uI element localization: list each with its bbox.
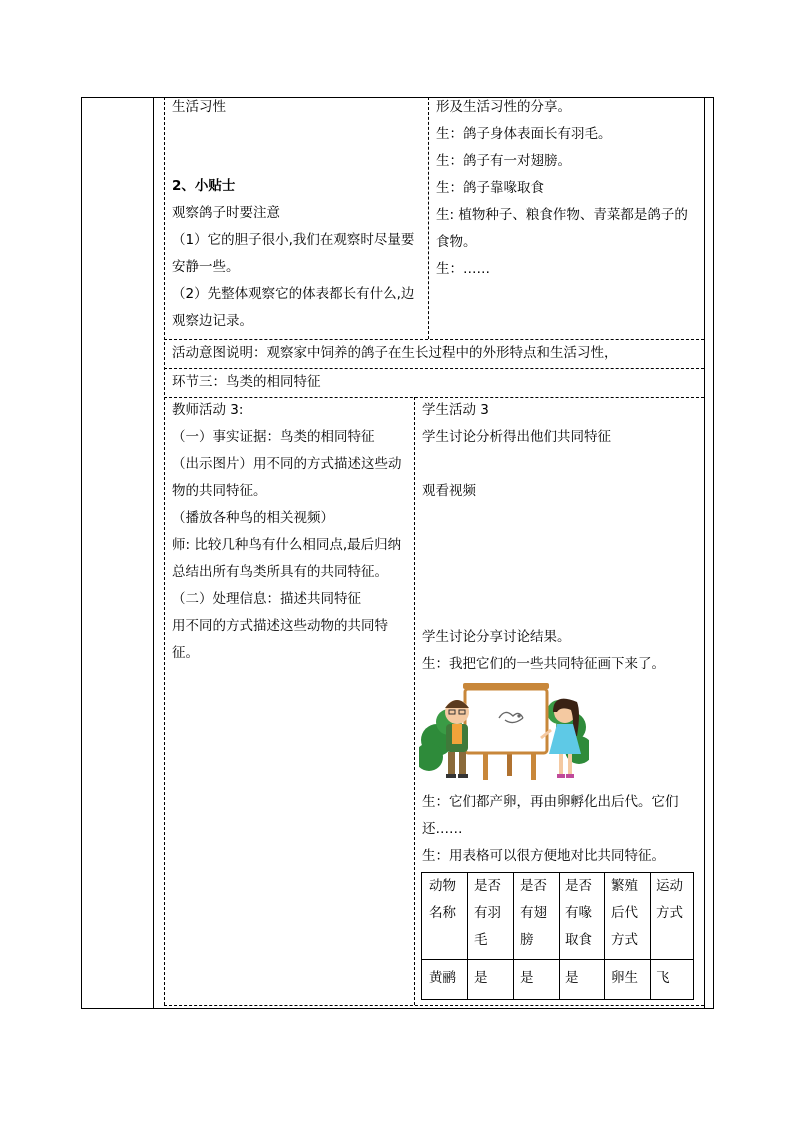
inner-left-border (164, 97, 165, 1005)
cell-line: 观察边记录。 (172, 313, 253, 329)
cell-line: 生：用表格可以很方便地对比共同特征。 (422, 848, 665, 864)
table-header-cell: 方式 (611, 932, 638, 948)
cell-line: 生: 植物种子、粮食作物、青菜都是鸽子的 (436, 207, 688, 223)
cell-line: 生：我把它们的一些共同特征画下来了。 (422, 656, 665, 672)
children-drawing-illustration (419, 682, 589, 782)
table-cell: 卵生 (611, 970, 638, 986)
upper-middle-divider (428, 97, 429, 339)
cell-line: 总结出所有鸟类所具有的共同特征。 (172, 564, 388, 580)
cell-line: 生：鸽子身体表面长有羽毛。 (436, 126, 612, 142)
cell-line: 生：鸽子靠喙取食 (436, 180, 544, 196)
right-inner-border (704, 97, 705, 1008)
intent-note: 活动意图说明：观察家中饲养的鸽子在生长过程中的外形特点和生活习性， (172, 345, 618, 361)
cell-line: （一）事实证据：鸟类的相同特征 (172, 429, 375, 445)
table-header-cell: 有喙 (565, 905, 592, 921)
table-cell: 是 (474, 970, 488, 986)
cell-line: 征。 (172, 645, 199, 661)
easel (463, 683, 549, 780)
cell-line: 学生讨论分享讨论结果。 (422, 629, 571, 645)
table-header-cell: 膀 (520, 932, 534, 948)
cell-line: 还…… (422, 821, 463, 837)
table-header-cell: 有羽 (474, 905, 501, 921)
bottom-dashed-border (164, 1005, 704, 1006)
cell-line: 用不同的方式描述这些动物的共同特 (172, 618, 388, 634)
table-cell: 是 (565, 970, 579, 986)
table-cell: 飞 (656, 970, 670, 986)
table-header-cell: 毛 (474, 932, 488, 948)
cell-line: 物的共同特征。 (172, 483, 267, 499)
cell-line: 师: 比较几种鸟有什么相同点,最后归纳 (172, 537, 402, 553)
cell-line: 食物。 (436, 234, 477, 250)
comparison-table (421, 872, 694, 1000)
table-cell: 黄鹂 (429, 970, 456, 986)
table-header-cell: 名称 (429, 905, 456, 921)
table-header-cell: 是否 (474, 878, 501, 894)
teacher-activity-header: 教师活动 3: (172, 402, 244, 418)
cell-line: 生：…… (436, 261, 490, 277)
cell-line: 生：它们都产卵，再由卵孵化出后代。它们 (422, 794, 679, 810)
cell-line: 形及生活习性的分享。 (436, 99, 571, 115)
cell-line: （2）先整体观察它的体表都长有什么,边 (172, 286, 415, 302)
section-title: 环节三：鸟类的相同特征 (172, 374, 321, 390)
table-header-cell: 有翅 (520, 905, 547, 921)
table-header-cell: 运动 (656, 878, 683, 894)
cell-line: （播放各种鸟的相关视频） (172, 510, 334, 526)
cell-line: 学生讨论分析得出他们共同特征 (422, 429, 611, 445)
left-column-divider (153, 97, 154, 1008)
table-header-cell: 繁殖 (611, 878, 638, 894)
cell-line: 生：鸽子有一对翅膀。 (436, 153, 571, 169)
lower-middle-divider (414, 397, 415, 1005)
table-header-cell: 动物 (429, 878, 456, 894)
cell-line: （二）处理信息：描述共同特征 (172, 591, 361, 607)
table-header-cell: 后代 (611, 905, 638, 921)
boy-figure (445, 700, 469, 778)
table-header-cell: 取食 (565, 932, 592, 948)
table-header-cell: 方式 (656, 905, 683, 921)
cell-line: 2、小贴士 (172, 178, 236, 194)
student-activity-header: 学生活动 3 (422, 402, 489, 418)
cell-line: 观察鸽子时要注意 (172, 205, 280, 221)
cell-line: 安静一些。 (172, 259, 240, 275)
table-header-cell: 是否 (565, 878, 592, 894)
table-cell: 是 (520, 970, 534, 986)
cell-line: （1）它的胆子很小,我们在观察时尽量要 (172, 232, 415, 248)
cell-line: 观看视频 (422, 483, 476, 499)
table-header-cell: 是否 (520, 878, 547, 894)
cell-line: 生活习性 (172, 99, 226, 115)
cell-line: （出示图片）用不同的方式描述这些动 (172, 456, 402, 472)
